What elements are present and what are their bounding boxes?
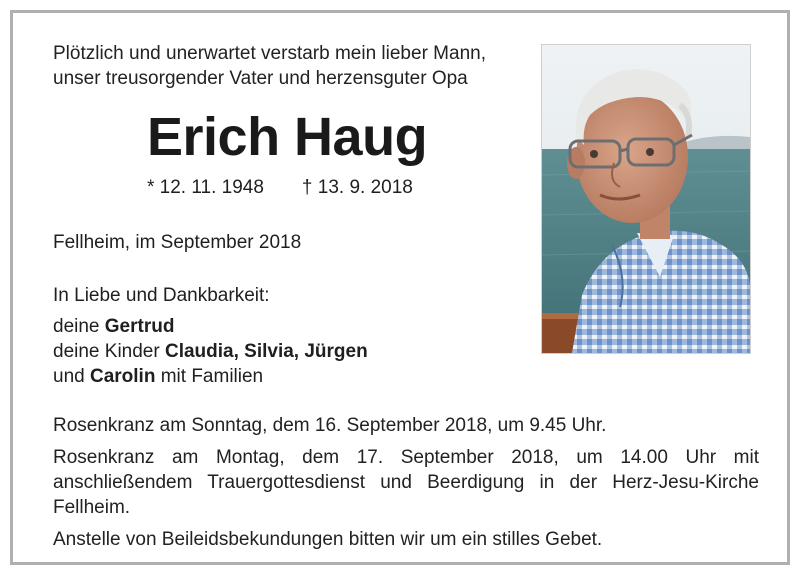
other-name: Carolin — [89, 366, 156, 387]
family-heading: In Liebe und Dankbarkeit: — [53, 285, 270, 306]
life-dates — [147, 176, 413, 200]
obituary-notice — [10, 10, 790, 565]
place-and-date: Fellheim, im September 2018 — [53, 232, 302, 253]
family-line-others: und Carolin mit Familien — [53, 366, 264, 387]
deceased-name: Erich Haug — [147, 107, 428, 167]
intro-text — [53, 41, 486, 91]
death-date: † 13. 9. 2018 — [301, 177, 413, 198]
birth-date: * 12. 11. 1948 — [147, 177, 264, 198]
prayer-request: Anstelle von Beileidsbekundungen bitten wir um ein stilles Gebet. — [53, 529, 603, 550]
rosary-sunday: Rosenkranz am Sonntag, dem 16. September 2018, um 9.45 Uhr. — [53, 415, 607, 436]
portrait-photo-icon — [542, 45, 750, 353]
children-names: Claudia, Silvia, Jürgen — [164, 341, 368, 362]
portrait-photo — [541, 44, 751, 354]
intro-line-1: Plötzlich und unerwartet verstarb mein lieber Mann, — [53, 43, 486, 64]
intro-line-2: unser treusorgender Vater und herzensguter Opa — [53, 68, 468, 89]
family-line-wife: deine Gertrud — [53, 316, 175, 337]
family-signatures — [53, 283, 368, 389]
rosary-monday: Rosenkranz am Montag, dem 17. September 2018, um 14.00 Uhr mit anschließendem Trauergottesdienst und Beerdigung in der Herz-Jesu-Kirche Fellheim. — [53, 447, 759, 518]
wife-name: Gertrud — [104, 316, 175, 337]
service-notices — [53, 413, 759, 559]
family-line-children: deine Kinder Claudia, Silvia, Jürgen — [53, 341, 368, 362]
